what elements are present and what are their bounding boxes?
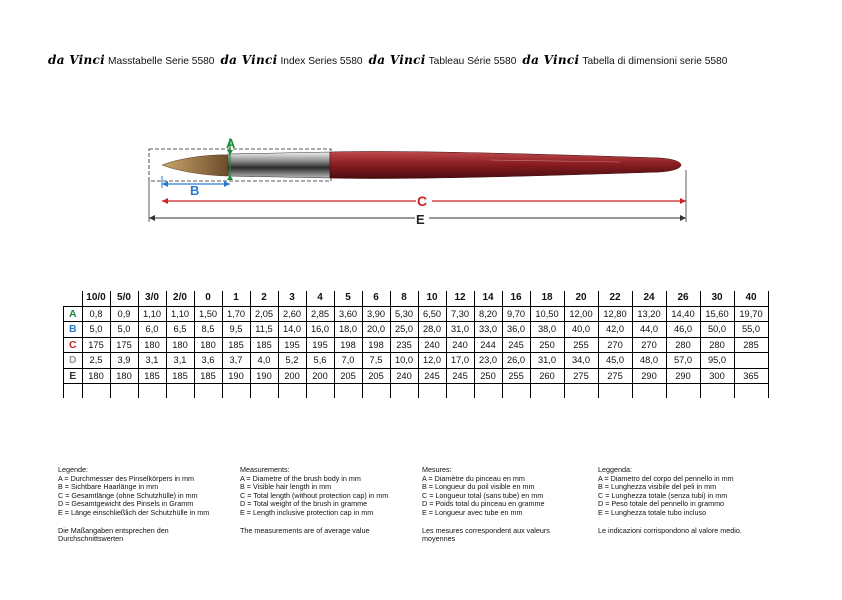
table-cell: 190 xyxy=(250,368,278,384)
table-cell: 180 xyxy=(138,337,166,353)
table-cell: 2,85 xyxy=(306,306,334,322)
blank-cell xyxy=(82,384,110,399)
table-cell: 185 xyxy=(138,368,166,384)
row-key: E xyxy=(64,368,83,384)
blank-cell xyxy=(194,384,222,399)
legend-line: B = Longueur du poil visible en mm xyxy=(422,482,535,492)
table-cell: 244 xyxy=(474,337,502,353)
legend-line: E = Length inclusive protection cap in mm xyxy=(240,507,374,517)
table-cell: 5,2 xyxy=(278,353,306,369)
table-cell: 5,0 xyxy=(82,322,110,338)
legend-line: B = Sichtbare Haarlänge in mm xyxy=(58,482,159,492)
brand-logo: da Vinci xyxy=(48,53,105,67)
legend-title: Measurements: xyxy=(240,465,290,474)
table-cell: 270 xyxy=(632,337,666,353)
size-header-cell: 20 xyxy=(564,291,598,306)
table-cell: 31,0 xyxy=(530,353,564,369)
table-cell: 4,0 xyxy=(250,353,278,369)
table-cell: 8,5 xyxy=(194,322,222,338)
table-cell: 55,0 xyxy=(734,322,768,338)
table-cell: 1,10 xyxy=(166,306,194,322)
blank-cell xyxy=(250,384,278,399)
table-cell: 34,0 xyxy=(564,353,598,369)
table-cell: 240 xyxy=(418,337,446,353)
blank-cell xyxy=(64,384,83,399)
size-header-cell: 40 xyxy=(734,291,768,306)
header-title-en: Index Series 5580 xyxy=(280,56,363,67)
size-header-cell: 5/0 xyxy=(110,291,138,306)
table-cell: 190 xyxy=(222,368,250,384)
table-cell: 26,0 xyxy=(502,353,530,369)
table-cell: 3,1 xyxy=(138,353,166,369)
table-cell: 275 xyxy=(564,368,598,384)
blank-cell xyxy=(446,384,474,399)
table-cell: 3,90 xyxy=(362,306,390,322)
table-cell: 14,0 xyxy=(278,322,306,338)
row-key: C xyxy=(64,337,83,353)
legend-line: A = Durchmesser des Pinselkörpers in mm xyxy=(58,473,195,483)
table-cell: 46,0 xyxy=(666,322,700,338)
dimension-a-label: A xyxy=(226,136,236,151)
size-header-cell: 2/0 xyxy=(166,291,194,306)
table-cell: 5,30 xyxy=(390,306,418,322)
table-cell: 3,1 xyxy=(166,353,194,369)
table-cell: 205 xyxy=(334,368,362,384)
size-header-cell: 16 xyxy=(502,291,530,306)
table-cell: 50,0 xyxy=(700,322,734,338)
table-cell: 12,80 xyxy=(598,306,632,322)
table-cell: 42,0 xyxy=(598,322,632,338)
table-cell: 245 xyxy=(502,337,530,353)
table-cell: 12,00 xyxy=(564,306,598,322)
table-cell: 44,0 xyxy=(632,322,666,338)
table-cell: 7,30 xyxy=(446,306,474,322)
table-cell: 240 xyxy=(446,337,474,353)
table-cell: 175 xyxy=(82,337,110,353)
table-cell: 0,8 xyxy=(82,306,110,322)
legend-line: B = Lunghezza visibile del peli in mm xyxy=(598,482,717,492)
table-cell: 200 xyxy=(278,368,306,384)
header-title-de: Masstabelle Serie 5580 xyxy=(108,56,215,67)
legend-note: The measurements are of average value xyxy=(240,525,370,535)
table-cell: 245 xyxy=(446,368,474,384)
size-header-cell: 12 xyxy=(446,291,474,306)
table-cell: 5,0 xyxy=(110,322,138,338)
blank-cell xyxy=(362,384,390,399)
table-cell: 2,60 xyxy=(278,306,306,322)
table-cell: 9,5 xyxy=(222,322,250,338)
table-cell: 33,0 xyxy=(474,322,502,338)
brush-handle xyxy=(330,151,681,178)
table-cell: 8,20 xyxy=(474,306,502,322)
legend-title: Mesures: xyxy=(422,465,452,474)
table-cell: 2,05 xyxy=(250,306,278,322)
legend-note: Les mesures correspondent aux valeurs moyennes xyxy=(422,525,550,544)
table-cell: 300 xyxy=(700,368,734,384)
blank-cell xyxy=(390,384,418,399)
table-cell: 1,70 xyxy=(222,306,250,322)
brand-logo: da Vinci xyxy=(220,53,278,67)
size-header-cell: 30 xyxy=(700,291,734,306)
dimension-c-label: C xyxy=(417,193,428,209)
size-header-cell: 0 xyxy=(194,291,222,306)
table-cell: 1,50 xyxy=(194,306,222,322)
brush-ferrule xyxy=(228,152,330,178)
table-cell: 195 xyxy=(306,337,334,353)
table-cell: 7,0 xyxy=(334,353,362,369)
table-cell: 180 xyxy=(166,337,194,353)
blank-cell xyxy=(278,384,306,399)
table-cell: 12,0 xyxy=(418,353,446,369)
size-header-cell: 10 xyxy=(418,291,446,306)
size-header-cell: 22 xyxy=(598,291,632,306)
table-cell: 3,9 xyxy=(110,353,138,369)
table-row xyxy=(64,368,769,384)
blank-cell xyxy=(306,384,334,399)
size-header-cell: 1 xyxy=(222,291,250,306)
table-cell: 290 xyxy=(666,368,700,384)
blank-cell xyxy=(222,384,250,399)
table-cell: 45,0 xyxy=(598,353,632,369)
table-cell: 180 xyxy=(194,337,222,353)
legend-it xyxy=(598,466,778,535)
table-cell: 6,5 xyxy=(166,322,194,338)
brush-illustration xyxy=(140,130,700,230)
legend-line: D = Peso totale del pennello in grammo xyxy=(598,499,725,509)
size-header-cell: 3 xyxy=(278,291,306,306)
blank-cell xyxy=(564,384,598,399)
table-cell: 40,0 xyxy=(564,322,598,338)
table-cell: 290 xyxy=(632,368,666,384)
legend-title: Legende: xyxy=(58,465,88,474)
table-cell: 205 xyxy=(362,368,390,384)
size-table-body xyxy=(64,306,769,398)
brand-logo: da Vinci xyxy=(522,53,580,67)
legend-line: D = Gesamtgewicht des Pinsels in Gramm xyxy=(58,499,194,509)
dimension-e-label: E xyxy=(416,212,425,227)
dimension-b-label: B xyxy=(190,183,200,198)
legend-line: A = Diametre of the brush body in mm xyxy=(240,473,361,483)
table-cell: 250 xyxy=(530,337,564,353)
table-cell: 95,0 xyxy=(700,353,734,369)
legend-line: D = Total weight of the brush in gramme xyxy=(240,499,368,509)
blank-row xyxy=(64,384,769,399)
size-header-row xyxy=(64,291,769,306)
blank-cell xyxy=(700,384,734,399)
legend-fr xyxy=(422,466,602,544)
table-cell: 275 xyxy=(598,368,632,384)
table-cell: 235 xyxy=(390,337,418,353)
table-cell: 180 xyxy=(82,368,110,384)
size-header-cell: 6 xyxy=(362,291,390,306)
table-cell: 14,40 xyxy=(666,306,700,322)
row-key: A xyxy=(64,306,83,322)
table-cell: 20,0 xyxy=(362,322,390,338)
table-cell: 250 xyxy=(474,368,502,384)
table-cell: 16,0 xyxy=(306,322,334,338)
size-header-cell: 5 xyxy=(334,291,362,306)
table-cell: 11,5 xyxy=(250,322,278,338)
table-cell: 198 xyxy=(334,337,362,353)
size-header-cell: 10/0 xyxy=(82,291,110,306)
table-cell: 3,7 xyxy=(222,353,250,369)
table-cell: 25,0 xyxy=(390,322,418,338)
size-header-cell: 4 xyxy=(306,291,334,306)
size-header-cell: 14 xyxy=(474,291,502,306)
row-key: D xyxy=(64,353,83,369)
legend-line: A = Diamètre du pinceau en mm xyxy=(422,473,525,483)
brush-diagram xyxy=(140,130,700,230)
table-cell: 200 xyxy=(306,368,334,384)
table-cell: 185 xyxy=(166,368,194,384)
table-cell: 270 xyxy=(598,337,632,353)
blank-cell xyxy=(632,384,666,399)
table-cell: 31,0 xyxy=(446,322,474,338)
size-header-cell: 3/0 xyxy=(138,291,166,306)
table-cell: 280 xyxy=(700,337,734,353)
legend-line: C = Lunghezza totale (senza tubi) in mm xyxy=(598,490,728,500)
table-cell: 240 xyxy=(390,368,418,384)
table-cell: 10,0 xyxy=(390,353,418,369)
header-title-fr: Tableau Série 5580 xyxy=(428,56,517,67)
table-cell: 245 xyxy=(418,368,446,384)
legend-line: D = Poids total du pinceau en gramme xyxy=(422,499,545,509)
table-cell: 1,10 xyxy=(138,306,166,322)
size-header-cell: 8 xyxy=(390,291,418,306)
table-cell: 255 xyxy=(564,337,598,353)
blank-cell xyxy=(418,384,446,399)
table-row xyxy=(64,306,769,322)
table-cell: 7,5 xyxy=(362,353,390,369)
table-cell: 5,6 xyxy=(306,353,334,369)
table-cell: 0,9 xyxy=(110,306,138,322)
blank-cell xyxy=(334,384,362,399)
size-header-cell: 2 xyxy=(250,291,278,306)
table-cell: 3,6 xyxy=(194,353,222,369)
table-cell: 185 xyxy=(250,337,278,353)
blank-cell xyxy=(138,384,166,399)
table-cell: 185 xyxy=(222,337,250,353)
legend-line: C = Longueur total (sans tube) en mm xyxy=(422,490,544,500)
table-cell: 9,70 xyxy=(502,306,530,322)
legend-line: B = Visible hair length in mm xyxy=(240,482,332,492)
blank-cell xyxy=(110,384,138,399)
table-cell: 10,50 xyxy=(530,306,564,322)
blank-cell xyxy=(166,384,194,399)
table-row xyxy=(64,353,769,369)
table-corner xyxy=(64,291,83,306)
header-title-it: Tabella di dimensioni serie 5580 xyxy=(582,56,728,67)
legend-de xyxy=(58,466,238,544)
table-cell: 365 xyxy=(734,368,768,384)
table-cell xyxy=(734,353,768,369)
table-cell: 6,0 xyxy=(138,322,166,338)
legend-note: Le indicazioni corrispondono al valore medio. xyxy=(598,525,742,535)
table-cell: 280 xyxy=(666,337,700,353)
table-cell: 2,5 xyxy=(82,353,110,369)
table-cell: 19,70 xyxy=(734,306,768,322)
brush-hair xyxy=(162,155,230,176)
legend-line: E = Lunghezza totale tubo incluso xyxy=(598,507,707,517)
table-cell: 13,20 xyxy=(632,306,666,322)
blank-cell xyxy=(598,384,632,399)
size-header-cell: 26 xyxy=(666,291,700,306)
legend-note: Die Maßangaben entsprechen den Durchschnittswerten xyxy=(58,525,169,544)
brand-logo: da Vinci xyxy=(368,53,426,67)
table-row xyxy=(64,337,769,353)
legend-line: E = Länge einschließlich der Schutzhülle in mm xyxy=(58,507,210,517)
table-cell: 57,0 xyxy=(666,353,700,369)
table-cell: 38,0 xyxy=(530,322,564,338)
table-cell: 18,0 xyxy=(334,322,362,338)
size-header-cell: 18 xyxy=(530,291,564,306)
legend-line: C = Gesamtlänge (ohne Schutzhülle) in mm xyxy=(58,490,198,500)
page-header xyxy=(48,53,808,71)
table-row xyxy=(64,322,769,338)
legend-en xyxy=(240,466,420,535)
blank-cell xyxy=(666,384,700,399)
table-cell: 185 xyxy=(194,368,222,384)
table-cell: 195 xyxy=(278,337,306,353)
table-cell: 285 xyxy=(734,337,768,353)
table-cell: 36,0 xyxy=(502,322,530,338)
table-cell: 48,0 xyxy=(632,353,666,369)
table-cell: 28,0 xyxy=(418,322,446,338)
legend-line: E = Longueur avec tube en mm xyxy=(422,507,523,517)
blank-cell xyxy=(474,384,502,399)
table-cell: 17,0 xyxy=(446,353,474,369)
table-cell: 198 xyxy=(362,337,390,353)
blank-cell xyxy=(530,384,564,399)
table-cell: 15,60 xyxy=(700,306,734,322)
table-cell: 255 xyxy=(502,368,530,384)
table-cell: 175 xyxy=(110,337,138,353)
table-cell: 23,0 xyxy=(474,353,502,369)
row-key: B xyxy=(64,322,83,338)
size-table xyxy=(63,291,769,398)
size-header-cell: 24 xyxy=(632,291,666,306)
legend-line: A = Diametro del corpo del pennello in mm xyxy=(598,473,734,483)
legend-line: C = Total length (without protection cap) in mm xyxy=(240,490,389,500)
table-cell: 3,60 xyxy=(334,306,362,322)
blank-cell xyxy=(734,384,768,399)
table-cell: 260 xyxy=(530,368,564,384)
table-cell: 180 xyxy=(110,368,138,384)
legend-title: Leggenda: xyxy=(598,465,632,474)
table-cell: 6,50 xyxy=(418,306,446,322)
blank-cell xyxy=(502,384,530,399)
